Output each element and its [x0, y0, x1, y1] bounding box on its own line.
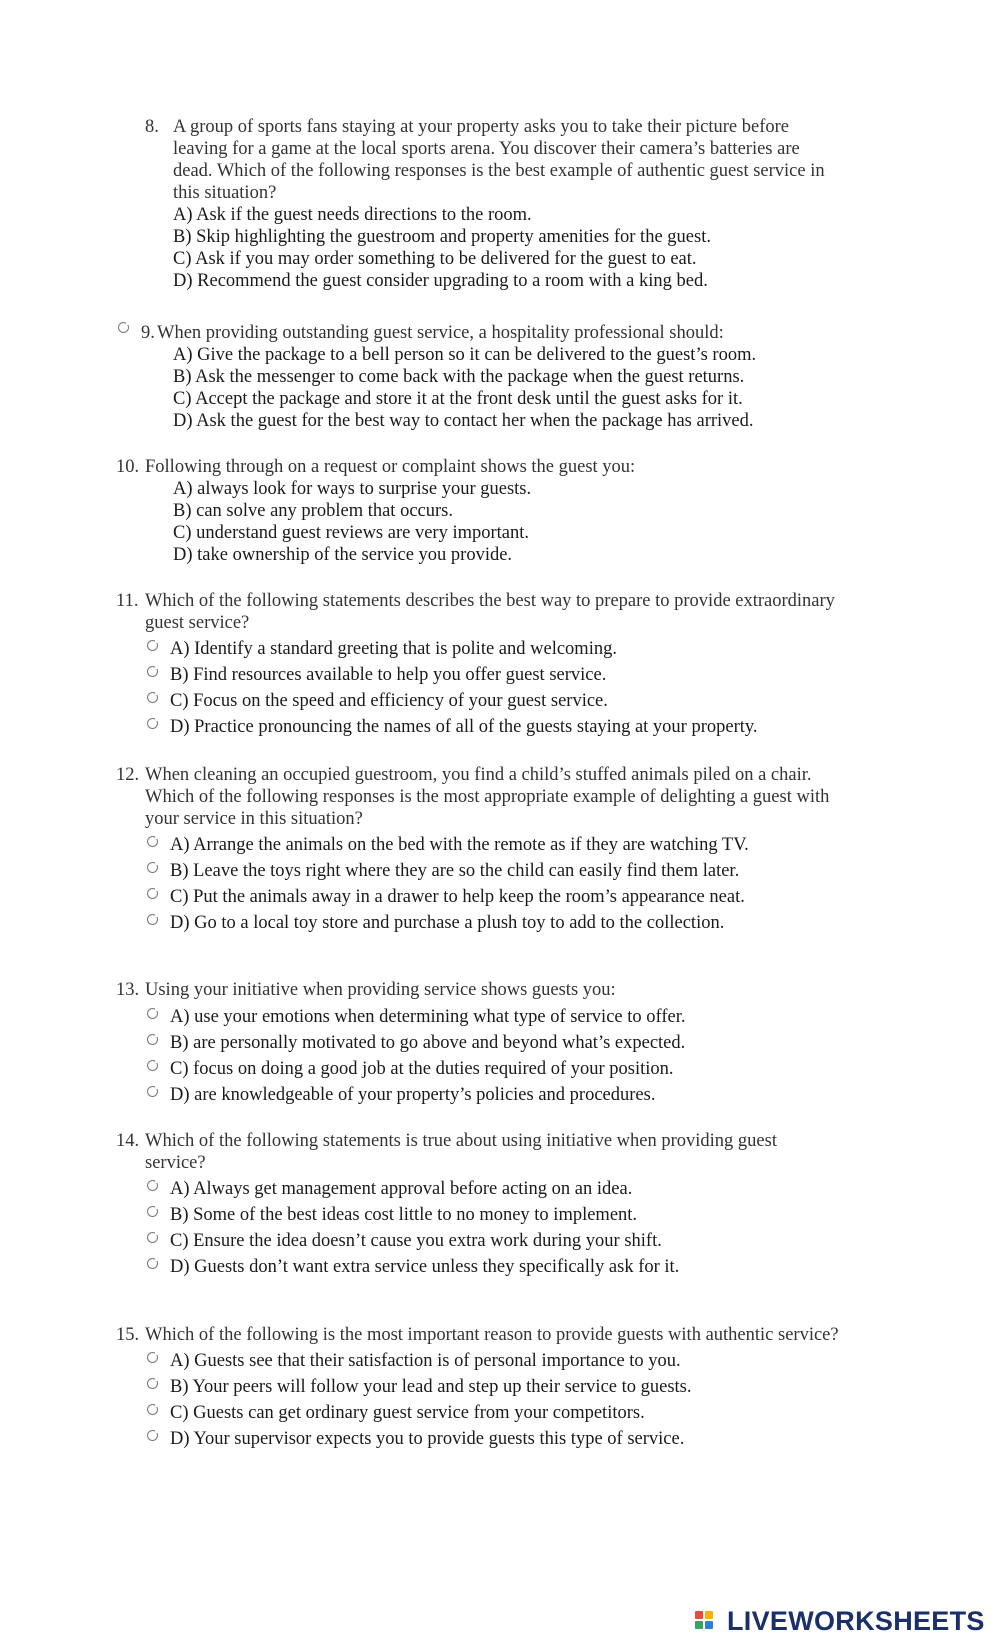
question-number: 14. — [116, 1131, 140, 1151]
radio-button[interactable] — [147, 1034, 158, 1045]
option-d: D) Go to a local toy store and purchase a plush toy to add to the collection. — [170, 913, 725, 933]
option-a: A) Guests see that their satisfaction is of personal importance to you. — [170, 1351, 681, 1371]
question-stem-line: service? — [145, 1153, 206, 1173]
option-b: B) Ask the messenger to come back with the package when the guest returns. — [173, 367, 745, 387]
radio-button[interactable] — [147, 1060, 158, 1071]
question-stem-line: guest service? — [145, 613, 250, 633]
question-stem-line: Which of the following statements is true about using initiative when providing guest — [145, 1131, 777, 1151]
radio-button[interactable] — [147, 1180, 158, 1191]
radio-button[interactable] — [147, 640, 158, 651]
radio-button[interactable] — [147, 692, 158, 703]
option-b: B) Your peers will follow your lead and step up their service to guests. — [170, 1377, 692, 1397]
radio-button[interactable] — [147, 888, 158, 899]
question-number: 13. — [116, 980, 140, 1000]
option-c: C) understand guest reviews are very important. — [173, 523, 530, 543]
radio-button[interactable] — [147, 1258, 158, 1269]
option-a: A) Arrange the animals on the bed with the remote as if they are watching TV. — [170, 835, 749, 855]
question-number: 10. — [116, 457, 140, 477]
question-stem-line: this situation? — [173, 183, 277, 203]
option-b: B) Some of the best ideas cost little to no money to implement. — [170, 1205, 638, 1225]
option-a: A) Always get management approval before acting on an idea. — [170, 1179, 633, 1199]
radio-button[interactable] — [147, 718, 158, 729]
option-c: C) focus on doing a good job at the duties required of your position. — [170, 1059, 674, 1079]
question-number: 15. — [116, 1325, 140, 1345]
radio-button[interactable] — [147, 1430, 158, 1441]
option-b: B) are personally motivated to go above and beyond what’s expected. — [170, 1033, 686, 1053]
option-c: C) Put the animals away in a drawer to help keep the room’s appearance neat. — [170, 887, 745, 907]
option-b: B) Find resources available to help you offer guest service. — [170, 665, 607, 685]
question-stem-line: leaving for a game at the local sports arena. You discover their camera’s batteries are — [173, 139, 800, 159]
radio-button[interactable] — [147, 862, 158, 873]
radio-button[interactable] — [118, 322, 129, 333]
liveworksheets-mark-icon — [695, 1608, 723, 1634]
question-stem-line: Which of the following responses is the most appropriate example of delighting a guest with — [145, 787, 830, 807]
question-number: 9. — [141, 323, 155, 343]
radio-button[interactable] — [147, 1206, 158, 1217]
option-c: C) Accept the package and store it at the front desk until the guest asks for it. — [173, 389, 743, 409]
option-a: A) Give the package to a bell person so it can be delivered to the guest’s room. — [173, 345, 757, 365]
question-stem-line: A group of sports fans staying at your property asks you to take their picture before — [173, 117, 790, 137]
option-b: B) Leave the toys right where they are so the child can easily find them later. — [170, 861, 740, 881]
radio-button[interactable] — [147, 666, 158, 677]
option-b: B) can solve any problem that occurs. — [173, 501, 453, 521]
radio-button[interactable] — [147, 1352, 158, 1363]
question-number: 11. — [116, 591, 139, 611]
question-stem-line: When providing outstanding guest service, a hospitality professional should: — [157, 323, 724, 343]
option-d: D) Practice pronouncing the names of all of the guests staying at your property. — [170, 717, 758, 737]
option-d: D) Guests don’t want extra service unless they specifically ask for it. — [170, 1257, 680, 1277]
option-c: C) Guests can get ordinary guest service from your competitors. — [170, 1403, 645, 1423]
option-c: C) Focus on the speed and efficiency of your guest service. — [170, 691, 608, 711]
radio-button[interactable] — [147, 836, 158, 847]
question-stem-line: Using your initiative when providing service shows guests you: — [145, 980, 616, 1000]
question-stem-line: your service in this situation? — [145, 809, 363, 829]
option-c: C) Ask if you may order something to be delivered for the guest to eat. — [173, 249, 697, 269]
option-b: B) Skip highlighting the guestroom and property amenities for the guest. — [173, 227, 711, 247]
option-d: D) Your supervisor expects you to provide guests this type of service. — [170, 1429, 685, 1449]
option-d: D) Ask the guest for the best way to contact her when the package has arrived. — [173, 411, 754, 431]
radio-button[interactable] — [147, 1232, 158, 1243]
option-a: A) Identify a standard greeting that is polite and welcoming. — [170, 639, 617, 659]
question-stem-line: Which of the following statements describes the best way to prepare to provide extraordinary — [145, 591, 835, 611]
question-stem-line: dead. Which of the following responses is the best example of authentic guest service in — [173, 161, 825, 181]
question-number: 12. — [116, 765, 140, 785]
radio-button[interactable] — [147, 914, 158, 925]
option-d: D) are knowledgeable of your property’s policies and procedures. — [170, 1085, 656, 1105]
brand-text: LIVEWORKSHEETS — [727, 1605, 985, 1636]
option-d: D) Recommend the guest consider upgrading to a room with a king bed. — [173, 271, 708, 291]
question-number: 8. — [145, 117, 159, 137]
option-a: A) use your emotions when determining what type of service to offer. — [170, 1007, 686, 1027]
radio-button[interactable] — [147, 1008, 158, 1019]
question-stem-line: Following through on a request or complaint shows the guest you: — [145, 457, 636, 477]
question-stem-line: Which of the following is the most important reason to provide guests with authentic service? — [145, 1325, 839, 1345]
option-a: A) always look for ways to surprise your guests. — [173, 479, 532, 499]
radio-button[interactable] — [147, 1086, 158, 1097]
radio-button[interactable] — [147, 1378, 158, 1389]
option-d: D) take ownership of the service you provide. — [173, 545, 513, 565]
question-stem-line: When cleaning an occupied guestroom, you find a child’s stuffed animals piled on a chair. — [145, 765, 812, 785]
liveworksheets-logo[interactable] — [695, 1607, 985, 1635]
option-c: C) Ensure the idea doesn’t cause you extra work during your shift. — [170, 1231, 662, 1251]
radio-button[interactable] — [147, 1404, 158, 1415]
option-a: A) Ask if the guest needs directions to the room. — [173, 205, 532, 225]
